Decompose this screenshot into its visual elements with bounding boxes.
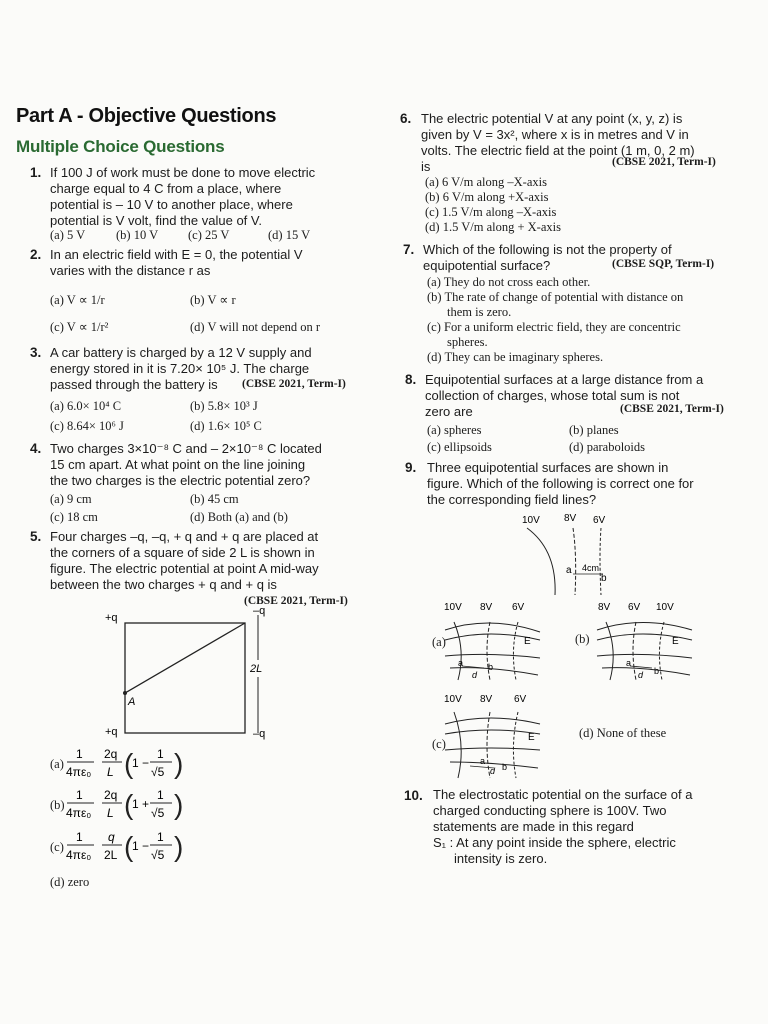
question-text-line: A car battery is charged by a 12 V supply and bbox=[50, 345, 312, 360]
question-text-line: zero are bbox=[425, 404, 473, 419]
svg-text:1: 1 bbox=[157, 788, 164, 802]
svg-text:1 −: 1 − bbox=[132, 839, 150, 853]
question-number: 2. bbox=[30, 247, 42, 262]
question-text-line: charged conducting sphere is 100V. Two bbox=[433, 803, 667, 818]
option-label: (a) bbox=[50, 757, 64, 771]
charge-label: +q bbox=[105, 726, 118, 738]
source-tag: (CBSE 2021, Term-I) bbox=[242, 378, 346, 390]
option-b[interactable]: (b) 5.8× 10³ J bbox=[190, 399, 258, 413]
svg-text:a: a bbox=[480, 756, 486, 766]
svg-text:1 −: 1 − bbox=[132, 756, 150, 770]
question-number: 4. bbox=[30, 441, 42, 456]
option-a[interactable]: (a) spheres bbox=[427, 423, 482, 437]
svg-text:1: 1 bbox=[76, 747, 83, 761]
charge-label: –q bbox=[253, 605, 266, 617]
question-text-line: charge equal to 4 C from a place, where bbox=[50, 181, 282, 196]
option-a[interactable]: (a) 9 cm bbox=[50, 492, 92, 506]
option-c[interactable]: (c) ellipsoids bbox=[427, 440, 492, 454]
svg-text:10V: 10V bbox=[656, 602, 674, 613]
source-tag: (CBSE 2021, Term-I) bbox=[612, 156, 716, 168]
svg-text:d: d bbox=[472, 670, 478, 680]
svg-text:1: 1 bbox=[76, 830, 83, 844]
option-a[interactable]: (a) 6 V/m along –X-axis bbox=[425, 175, 547, 189]
question-text-line: If 100 J of work must be done to move electric bbox=[50, 165, 316, 180]
question-number: 5. bbox=[30, 529, 42, 544]
question-number: 10. bbox=[404, 788, 423, 803]
svg-text:): ) bbox=[174, 831, 184, 862]
question-text-line: figure. Which of the following is correct one for bbox=[427, 476, 694, 491]
svg-text:(: ( bbox=[124, 789, 134, 820]
question-text-line: equipotential surface? bbox=[423, 258, 551, 273]
option-c-cont: spheres. bbox=[447, 335, 488, 349]
option-c[interactable]: (c) V ∝ 1/r² bbox=[50, 320, 109, 334]
question-text-line: energy stored in it is 7.20× 10⁵ J. The charge bbox=[50, 361, 310, 376]
svg-text:√5: √5 bbox=[151, 765, 165, 779]
question-text-line: volts. The electric field at the point (1 m, 0, 2 m) bbox=[421, 143, 695, 158]
formula-b bbox=[64, 784, 194, 824]
charge-label: –q bbox=[253, 728, 266, 740]
svg-text:L: L bbox=[107, 765, 114, 779]
svg-text:1: 1 bbox=[157, 747, 164, 761]
figure-option-c[interactable] bbox=[440, 690, 550, 780]
option-b[interactable]: (b) 10 V bbox=[116, 228, 159, 242]
question-text-line: the corners of a square of side 2 L is shown in bbox=[50, 545, 315, 560]
svg-text:b: b bbox=[488, 662, 494, 672]
source-tag: (CBSE 2021, Term-I) bbox=[620, 403, 724, 415]
question-text-line: collection of charges, whose total sum is not bbox=[425, 388, 680, 403]
question-text-line: the corresponding field lines? bbox=[427, 492, 597, 507]
question-text-line: Which of the following is not the property of bbox=[423, 242, 672, 257]
svg-text:8V: 8V bbox=[564, 513, 577, 524]
question-text-line: Three equipotential surfaces are shown in bbox=[427, 460, 669, 475]
svg-text:8V: 8V bbox=[598, 602, 611, 613]
question-text-line: The electric potential V at any point (x, y, z) is bbox=[421, 111, 683, 126]
svg-text:8V: 8V bbox=[480, 694, 493, 705]
svg-text:4πε₀: 4πε₀ bbox=[66, 848, 92, 862]
svg-text:L: L bbox=[107, 806, 114, 820]
option-b[interactable]: (b) The rate of change of potential with distance on bbox=[427, 290, 684, 304]
svg-text:2q: 2q bbox=[104, 747, 118, 761]
svg-text:a: a bbox=[458, 658, 464, 668]
option-a[interactable]: (a) 6.0× 10⁴ C bbox=[50, 399, 122, 413]
svg-text:(: ( bbox=[124, 748, 134, 779]
option-d[interactable]: (d) Both (a) and (b) bbox=[190, 510, 288, 524]
question-number: 8. bbox=[405, 372, 417, 387]
option-b[interactable]: (b) 6 V/m along +X-axis bbox=[425, 190, 549, 204]
question-text-line: Equipotential surfaces at a large distance from a bbox=[425, 372, 704, 387]
charge-label: +q bbox=[105, 612, 118, 624]
source-tag: (CBSE 2021, Term-I) bbox=[244, 595, 348, 607]
svg-text:b: b bbox=[654, 666, 660, 676]
question-text-line: is bbox=[421, 159, 431, 174]
question-text-line: intensity is zero. bbox=[454, 851, 548, 866]
svg-text:10V: 10V bbox=[444, 602, 462, 613]
svg-text:): ) bbox=[174, 748, 184, 779]
question-number: 1. bbox=[30, 165, 42, 180]
svg-text:b: b bbox=[502, 762, 508, 772]
option-d[interactable]: (d) 15 V bbox=[268, 228, 311, 242]
svg-text:6V: 6V bbox=[628, 602, 641, 613]
question-text-line: figure. The electric potential at point A mid-way bbox=[50, 561, 319, 576]
question-number: 3. bbox=[30, 345, 42, 360]
svg-text:2L: 2L bbox=[104, 848, 118, 862]
svg-text:1 +: 1 + bbox=[132, 797, 150, 811]
option-c[interactable]: (c) 1.5 V/m along –X-axis bbox=[425, 205, 557, 219]
svg-text:1: 1 bbox=[157, 830, 164, 844]
svg-text:10V: 10V bbox=[522, 515, 540, 526]
svg-text:(: ( bbox=[124, 831, 134, 862]
question-number: 9. bbox=[405, 460, 417, 475]
figure-option-b[interactable] bbox=[592, 600, 697, 685]
question-text-line: statements are made in this regard bbox=[433, 819, 634, 834]
equipotential-figure bbox=[515, 510, 635, 595]
option-c[interactable]: (c) 18 cm bbox=[50, 510, 98, 524]
option-d[interactable]: (d) V will not depend on r bbox=[190, 320, 321, 334]
source-tag: (CBSE SQP, Term-I) bbox=[612, 258, 715, 270]
svg-text:4πε₀: 4πε₀ bbox=[66, 806, 92, 820]
option-d[interactable]: (d) 1.6× 10⁵ C bbox=[190, 419, 262, 433]
option-c[interactable]: (c) For a uniform electric field, they are concentric bbox=[427, 320, 681, 334]
question-text-line: 15 cm apart. At what point on the line joining bbox=[50, 457, 306, 472]
svg-text:q: q bbox=[108, 830, 115, 844]
svg-text:6V: 6V bbox=[593, 515, 606, 526]
svg-text:a: a bbox=[566, 565, 572, 576]
svg-text:): ) bbox=[174, 789, 184, 820]
question-number: 6. bbox=[400, 111, 412, 126]
option-a-label[interactable]: (a) bbox=[432, 635, 446, 649]
option-d[interactable]: (d) They can be imaginary spheres. bbox=[427, 350, 604, 364]
option-b[interactable]: (b) planes bbox=[569, 423, 619, 437]
side-length-label: 2L bbox=[250, 663, 263, 675]
option-b[interactable]: (b) 45 cm bbox=[190, 492, 239, 506]
option-a[interactable]: (a) V ∝ 1/r bbox=[50, 293, 105, 307]
formula-a bbox=[64, 743, 194, 783]
svg-text:b: b bbox=[601, 573, 607, 584]
question-text-line: potential is – 10 V to another place, where bbox=[50, 197, 293, 212]
option-a[interactable]: (a) They do not cross each other. bbox=[427, 275, 591, 289]
formula-c bbox=[64, 826, 194, 866]
svg-text:√5: √5 bbox=[151, 848, 165, 862]
option-d[interactable]: (d) None of these bbox=[579, 726, 667, 740]
option-label: (b) bbox=[50, 798, 65, 812]
question-text-line: S₁ : At any point inside the sphere, electric bbox=[433, 835, 676, 850]
svg-text:6V: 6V bbox=[514, 694, 527, 705]
question-text-line: Four charges –q, –q, + q and + q are placed at bbox=[50, 529, 319, 544]
option-b-label[interactable]: (b) bbox=[575, 632, 590, 646]
option-c-label[interactable]: (c) bbox=[432, 737, 446, 751]
svg-text:2q: 2q bbox=[104, 788, 118, 802]
option-c[interactable]: (c) 25 V bbox=[188, 228, 230, 242]
svg-text:a: a bbox=[626, 658, 632, 668]
svg-text:4cm: 4cm bbox=[582, 563, 600, 573]
question-text-line: In an electric field with E = 0, the potential V bbox=[50, 247, 303, 262]
svg-text:d: d bbox=[638, 670, 644, 680]
svg-text:1: 1 bbox=[76, 788, 83, 802]
square-charge-figure bbox=[95, 605, 280, 745]
svg-text:10V: 10V bbox=[444, 694, 462, 705]
option-label: (c) bbox=[50, 840, 64, 854]
question-text-line: passed through the battery is bbox=[50, 377, 218, 392]
svg-text:6V: 6V bbox=[512, 602, 525, 613]
part-title: Part A - Objective Questions bbox=[16, 105, 277, 127]
option-c[interactable]: (c) 8.64× 10⁶ J bbox=[50, 419, 124, 433]
question-text-line: varies with the distance r as bbox=[50, 263, 211, 278]
question-text-line: between the two charges + q and + q is bbox=[50, 577, 277, 592]
question-text-line: potential is V volt, find the value of V. bbox=[50, 213, 262, 228]
section-title: Multiple Choice Questions bbox=[16, 137, 225, 156]
question-number: 7. bbox=[403, 242, 415, 257]
svg-text:8V: 8V bbox=[480, 602, 493, 613]
question-text-line: Two charges 3×10⁻⁸ C and – 2×10⁻⁸ C located bbox=[50, 441, 322, 456]
svg-text:4πε₀: 4πε₀ bbox=[66, 765, 92, 779]
svg-text:E: E bbox=[524, 636, 531, 647]
option-b-cont: them is zero. bbox=[447, 305, 512, 319]
figure-option-a[interactable] bbox=[440, 600, 550, 685]
svg-text:√5: √5 bbox=[151, 806, 165, 820]
point-label: A bbox=[128, 696, 136, 708]
svg-text:E: E bbox=[672, 636, 679, 647]
option-a[interactable]: (a) 5 V bbox=[50, 228, 86, 242]
question-text-line: The electrostatic potential on the surface of a bbox=[433, 787, 693, 802]
question-text-line: given by V = 3x², where x is in metres and V in bbox=[421, 127, 689, 142]
option-d[interactable]: (d) 1.5 V/m along + X-axis bbox=[425, 220, 561, 234]
svg-text:E: E bbox=[528, 732, 535, 743]
svg-text:d: d bbox=[490, 766, 496, 776]
option-d[interactable]: (d) paraboloids bbox=[569, 440, 646, 454]
option-d[interactable]: (d) zero bbox=[50, 875, 90, 889]
option-b[interactable]: (b) V ∝ r bbox=[190, 293, 236, 307]
question-text-line: the two charges is the electric potential zero? bbox=[50, 473, 311, 488]
